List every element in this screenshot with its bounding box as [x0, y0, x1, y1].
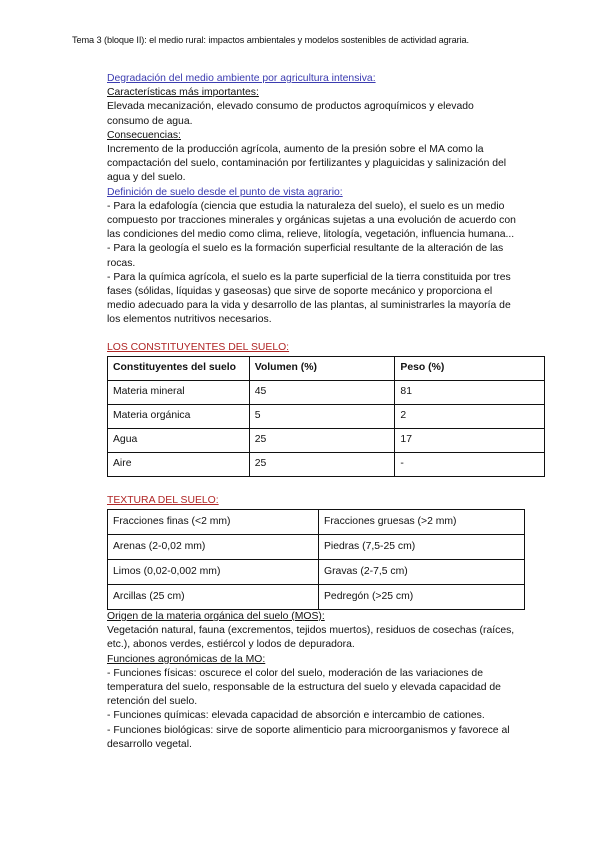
table-row — [108, 535, 525, 560]
page-header: Tema 3 (bloque II): el medio rural: impactos ambientales y modelos sostenibles de actividad agraria. — [72, 35, 470, 45]
table-row — [108, 380, 545, 404]
table-cell: Piedras (7,5-25 cm) — [319, 535, 525, 560]
constituyentes-table — [107, 356, 545, 477]
definicion-item: - Para la geología el suelo es la formación superficial resultante de la alteración de las rocas. — [107, 243, 504, 269]
table-row — [108, 404, 545, 428]
table-cell: Agua — [108, 428, 250, 452]
table-cell: 81 — [395, 380, 545, 404]
table-row — [108, 452, 545, 476]
origen-title: Origen de la materia orgánica del suelo (MOS): — [107, 611, 325, 623]
degradacion-title: Degradación del medio ambiente por agricultura intensiva: — [107, 73, 376, 84]
table-cell: Arcillas (25 cm) — [108, 585, 319, 610]
consecuencias-text: Incremento de la producción agrícola, aumento de la presión sobre el MA como la compactación del suelo, contaminación por fertilizantes y plaguicidas y salinización del agua y del suelo. — [107, 144, 507, 184]
definicion-item: - Para la edafología (ciencia que estudia la naturaleza del suelo), el suelo es un medio compuesto por tracciones minerales y orgánicas sujetas a una evolución de acuerdo con las condiciones del medio como clima, relieve, litología, vegetación, influencia humana... — [107, 200, 516, 241]
constituyentes-title: LOS CONSTITUYENTES DEL SUELO: — [107, 341, 290, 353]
table-row — [108, 585, 525, 610]
table-row — [108, 510, 525, 535]
table-cell: Arenas (2-0,02 mm) — [108, 535, 319, 560]
table-row — [108, 560, 525, 585]
table-header-cell: Constituyentes del suelo — [108, 356, 250, 380]
funciones-item: - Funciones físicas: oscurece el color del suelo, moderación de las variaciones de temperatura del suelo, responsable de la estructura del suelo y elevada capacidad de retención del suelo. — [107, 667, 501, 708]
table-cell: Aire — [108, 452, 250, 476]
table-cell: Materia orgánica — [108, 404, 250, 428]
definicion-item: - Para la química agrícola, el suelo es la parte superficial de la tierra constituida por tres fases (sólidas, líquidas y gaseosas) que sirve de soporte mecánico y proporciona el medio adecuado para la vida y desarrollo de las plantas, al suministrarles la mayoría de los elementos nutritivos necesarios. — [107, 271, 511, 326]
table-header-row — [108, 356, 545, 380]
origen-text: Vegetación natural, fauna (excrementos, tejidos muertos), residuos de cosechas (raíces, etc.), abonos verdes, estiércol y lodos de depuradora. — [107, 625, 515, 651]
funciones-item: - Funciones químicas: elevada capacidad de absorción e intercambio de cationes. — [107, 710, 485, 722]
caracteristicas-text: Elevada mecanización, elevado consumo de productos agroquímicos y elevado consumo de agua. — [107, 101, 474, 127]
definicion-title: Definición de suelo desde el punto de vista agrario: — [107, 186, 343, 198]
textura-table — [107, 509, 525, 610]
table-cell: 45 — [249, 380, 395, 404]
table-cell: Fracciones finas (<2 mm) — [108, 510, 319, 535]
table-cell: 2 — [395, 404, 545, 428]
table-cell: - — [395, 452, 545, 476]
table-cell: 17 — [395, 428, 545, 452]
funciones-item: - Funciones biológicas: sirve de soporte alimenticio para microorganismos y favorece al desarrollo vegetal. — [107, 724, 510, 750]
table-cell: Pedregón (>25 cm) — [319, 585, 525, 610]
table-cell: 25 — [249, 452, 395, 476]
table-cell: Limos (0,02-0,002 mm) — [108, 560, 319, 585]
table-cell: 5 — [249, 404, 395, 428]
table-cell: 25 — [249, 428, 395, 452]
table-cell: Fracciones gruesas (>2 mm) — [319, 510, 525, 535]
table-header-cell: Peso (%) — [395, 356, 545, 380]
textura-title: TEXTURA DEL SUELO: — [107, 494, 219, 506]
caracteristicas-label: Características más importantes: — [107, 87, 259, 99]
table-cell: Gravas (2-7,5 cm) — [319, 560, 525, 585]
table-header-cell: Volumen (%) — [249, 356, 395, 380]
document-body — [107, 72, 517, 752]
consecuencias-label: Consecuencias: — [107, 129, 181, 141]
table-cell: Materia mineral — [108, 380, 250, 404]
funciones-title: Funciones agronómicas de la MO: — [107, 653, 266, 665]
table-row — [108, 428, 545, 452]
